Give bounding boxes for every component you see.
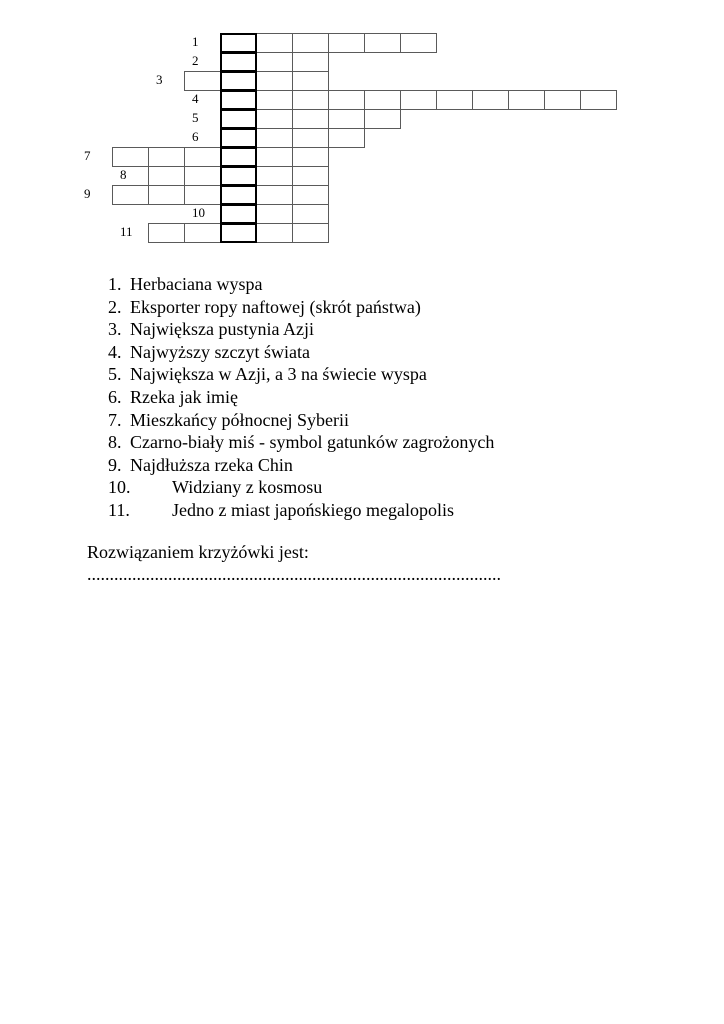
crossword-cell[interactable] (148, 185, 185, 205)
clue-item (87, 296, 494, 319)
solution-cell[interactable] (220, 204, 257, 224)
crossword-cell[interactable] (256, 166, 293, 186)
solution-cell[interactable] (220, 185, 257, 205)
crossword-cell[interactable] (400, 33, 437, 53)
crossword-cell[interactable] (400, 90, 437, 110)
clue-number: 4. (108, 341, 122, 362)
crossword-cell[interactable] (292, 52, 329, 72)
clue-item (87, 454, 494, 477)
clue-number: 7. (108, 409, 122, 430)
crossword-cell[interactable] (328, 109, 365, 129)
crossword-cell[interactable] (184, 223, 221, 243)
clue-text: Największa w Azji, a 3 na świecie wyspa (130, 364, 427, 385)
solution-cell[interactable] (220, 128, 257, 148)
crossword-cell[interactable] (292, 33, 329, 53)
solution-cell[interactable] (220, 33, 257, 53)
clue-text: Widziany z kosmosu (172, 477, 323, 498)
crossword-cell[interactable] (256, 204, 293, 224)
crossword-cell[interactable] (292, 109, 329, 129)
crossword-cell[interactable] (148, 223, 185, 243)
crossword-cell[interactable] (292, 204, 329, 224)
crossword-cell[interactable] (112, 185, 149, 205)
crossword-cell[interactable] (292, 90, 329, 110)
crossword-cell[interactable] (292, 185, 329, 205)
crossword-cell[interactable] (364, 109, 401, 129)
crossword-cell[interactable] (292, 166, 329, 186)
crossword-cell[interactable] (364, 33, 401, 53)
crossword-cell[interactable] (544, 90, 581, 110)
clue-text: Największa pustynia Azji (130, 319, 314, 340)
clue-number-label: 2 (192, 53, 199, 68)
clue-number: 5. (108, 364, 122, 385)
clue-item (87, 386, 494, 409)
clue-item (87, 476, 494, 499)
clue-item (87, 318, 494, 341)
clue-item (87, 363, 494, 386)
crossword-cell[interactable] (148, 147, 185, 167)
clue-number: 6. (108, 386, 122, 407)
answer-blank-line[interactable]: ............................................................................................ (87, 564, 501, 584)
solution-cell[interactable] (220, 223, 257, 243)
crossword-cell[interactable] (256, 128, 293, 148)
clue-item (87, 499, 494, 522)
crossword-cell[interactable] (328, 90, 365, 110)
answer-label: Rozwiązaniem krzyżówki jest: (87, 542, 309, 562)
crossword-cell[interactable] (148, 166, 185, 186)
clue-item (87, 341, 494, 364)
clue-number: 8. (108, 432, 122, 453)
crossword-cell[interactable] (256, 33, 293, 53)
crossword-cell[interactable] (112, 147, 149, 167)
crossword-cell[interactable] (508, 90, 545, 110)
crossword-cell[interactable] (256, 52, 293, 72)
crossword-grid (0, 0, 724, 250)
crossword-cell[interactable] (292, 71, 329, 91)
clue-text: Herbaciana wyspa (130, 274, 263, 294)
crossword-cell[interactable] (328, 128, 365, 148)
solution-cell[interactable] (220, 166, 257, 186)
crossword-cell[interactable] (256, 71, 293, 91)
crossword-cell[interactable] (256, 90, 293, 110)
clue-number-label: 6 (192, 129, 199, 144)
crossword-cell[interactable] (256, 147, 293, 167)
clue-number-label: 9 (84, 186, 91, 201)
crossword-cell[interactable] (184, 185, 221, 205)
clue-number-label: 8 (120, 167, 127, 182)
clue-number: 10. (108, 477, 131, 498)
clue-text: Mieszkańcy północnej Syberii (130, 409, 349, 430)
crossword-cell[interactable] (364, 90, 401, 110)
crossword-cell[interactable] (580, 90, 617, 110)
clue-number-label: 11 (120, 224, 133, 239)
crossword-cell[interactable] (184, 71, 221, 91)
clue-number-label: 3 (156, 72, 163, 87)
clue-item (87, 431, 494, 454)
solution-cell[interactable] (220, 71, 257, 91)
clue-item (87, 273, 494, 296)
clue-number: 3. (108, 319, 122, 340)
crossword-cell[interactable] (184, 166, 221, 186)
solution-cell[interactable] (220, 52, 257, 72)
crossword-cell[interactable] (256, 185, 293, 205)
clue-text: Najwyższy szczyt świata (130, 341, 310, 362)
clue-list (87, 273, 494, 522)
clue-text: Rzeka jak imię (130, 386, 238, 407)
clue-number-label: 4 (192, 91, 199, 106)
solution-cell[interactable] (220, 90, 257, 110)
crossword-cell[interactable] (472, 90, 509, 110)
clue-number-label: 10 (192, 205, 205, 220)
solution-cell[interactable] (220, 147, 257, 167)
crossword-cell[interactable] (256, 109, 293, 129)
crossword-cell[interactable] (184, 147, 221, 167)
clue-number-label: 7 (84, 148, 91, 163)
clue-number: 9. (108, 454, 122, 475)
crossword-cell[interactable] (256, 223, 293, 243)
clue-number-label: 5 (192, 110, 199, 125)
clue-number: 11. (108, 499, 130, 520)
clue-item (87, 409, 494, 432)
clue-text: Czarno-biały miś - symbol gatunków zagrożonych (130, 432, 495, 453)
clue-number: 2. (108, 296, 122, 317)
clue-text: Jedno z miast japońskiego megalopolis (172, 499, 454, 520)
crossword-cell[interactable] (292, 128, 329, 148)
crossword-cell[interactable] (292, 223, 329, 243)
clue-text: Najdłuższa rzeka Chin (130, 454, 293, 475)
crossword-cell[interactable] (292, 147, 329, 167)
clue-text: Eksporter ropy naftowej (skrót państwa) (130, 296, 421, 317)
crossword-cell[interactable] (328, 33, 365, 53)
clue-number: 1. (108, 274, 122, 294)
solution-cell[interactable] (220, 109, 257, 129)
clue-number-label: 1 (192, 34, 199, 49)
crossword-cell[interactable] (436, 90, 473, 110)
